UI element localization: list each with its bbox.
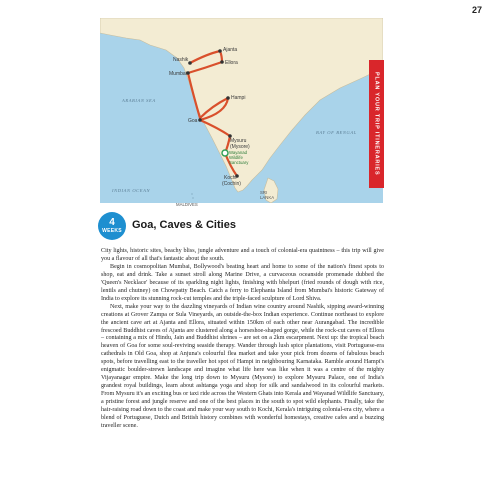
- marker-goa: [198, 118, 202, 122]
- label-maldives: MALDIVES: [176, 202, 198, 207]
- label-mysuru: Mysuru: [230, 138, 247, 144]
- side-tab-label: PLAN YOUR TRIP ITINERARIES: [373, 72, 380, 176]
- marker-ellora: [220, 60, 224, 64]
- marker-wayanad: [222, 150, 228, 156]
- paragraph-mumbai: Begin in cosmopolitan Mumbai, Bollywood's beating heart and home to some of the nation's finest spots to shop, eat and drink. Take a sunset stroll along Marine Drive, a curvaceous oceanside promenade dubbed the 'Queen's Necklace' because of its sparkling night lights, finishing with bhelpuri (fried rounds of dough with rice, lentils and chutney) on Chowpatty Beach. Catch a ferry to Elephanta Island from Mumbai's historic Gateway of India to explore its stunning rock-cut temples and the triple-faced sculpture of Lord Shiva.: [101, 263, 384, 302]
- route-title: Goa, Caves & Cities: [132, 219, 236, 231]
- label-mumbai: Mumbai: [169, 71, 187, 77]
- label-kochi: Kochi: [224, 175, 237, 181]
- label-hampi: Hampi: [231, 95, 246, 101]
- island-dot: [192, 197, 194, 199]
- duration-unit: WEEKS: [102, 228, 122, 234]
- label-sri: SRI: [260, 190, 268, 195]
- label-goa: Goa: [188, 118, 198, 124]
- label-ellora: Ellora: [225, 60, 238, 66]
- marker-hampi: [226, 96, 230, 100]
- paragraph-intro: City lights, historic sites, beachy bliss, jungle adventure and a touch of colonial-era quaintness – this trip will give you a flavour of all that's fantastic about the south.: [101, 248, 384, 262]
- label-nashik: Nashik: [173, 57, 189, 63]
- label-ajanta: Ajanta: [223, 47, 238, 53]
- sea-label-bengal: BAY OF BENGAL: [316, 130, 357, 135]
- page-number: 27: [471, 5, 482, 15]
- label-cochin: (Cochin): [222, 181, 241, 187]
- label-wayanad-2: Wildlife: [229, 155, 243, 160]
- route-map: [100, 18, 383, 207]
- paragraph-route: Next, make your way to the dazzling vineyards of Indian wine country around Nashik, sipping award-winning creations at Grover Zampa or Sula Vineyards, an outside-the-box Indian experience. Continue northeast to explore the ancient cave art at Ajanta and Ellora, situated within 150km of each other near Aurangabad. The incredible frescoed Buddhist caves of Ajanta are clustered along a horseshoe-shaped gorge, while the rock-cut caves of Ellora – containing a mix of Hindu, Jain and Buddhist shrines – are set on a 2km escarpment. Next up: the tropical beach heaven of Goa for some soul-reviving seaside therapy. Wander through lush spice plantations, visit Portuguese-era cathedrals in Old Goa, shop at Anjuna's colourful flea market and take your pick from dozens of fabulous beach spots, before travelling east to the traveller hot spot of Hampi in neighbouring Karnataka. Ramble around Hampi's enigmatic boulder-strewn landscape and imagine what life here was like when it was a centre of the mighty Vijayanagar empire. Make the long trip down to Mysuru (Mysore) to explore Mysuru Palace, one of India's grandest royal buildings, learn about ashtanga yoga and shop for silk and sandalwood in its colourful markets. From Mysuru it's an exciting bus or taxi ride across the Western Ghats into Kerala and Wayanad Wildlife Sanctuary, a pristine forest and jungle reserve and one of the best places in the south to spot wild elephants. Finally, take the hair-raising road down to the coast and make your way south to Kochi, Kerala's intriguing colonial-era city, where a blend of Portuguese, Dutch and British history combines with wonderful homestays, creative cafes and a buzzing traveller scene.: [101, 303, 384, 429]
- marker-nashik: [188, 61, 192, 65]
- label-wayanad-1: Wayanad: [229, 150, 247, 155]
- sea-label-arabian: ARABIAN SEA: [122, 98, 156, 103]
- duration-badge: [98, 212, 126, 240]
- section-side-tab: [369, 60, 384, 188]
- marker-ajanta: [218, 49, 222, 53]
- island-dot: [191, 193, 193, 195]
- label-lanka: LANKA: [260, 195, 275, 200]
- label-wayanad-3: Sanctuary: [229, 160, 249, 165]
- duration-number: 4: [109, 217, 115, 228]
- map-graphic: [100, 18, 383, 203]
- label-mysore: (Mysore): [230, 144, 250, 150]
- sea-label-indian-ocean: INDIAN OCEAN: [112, 188, 151, 193]
- itinerary-body: [101, 248, 384, 431]
